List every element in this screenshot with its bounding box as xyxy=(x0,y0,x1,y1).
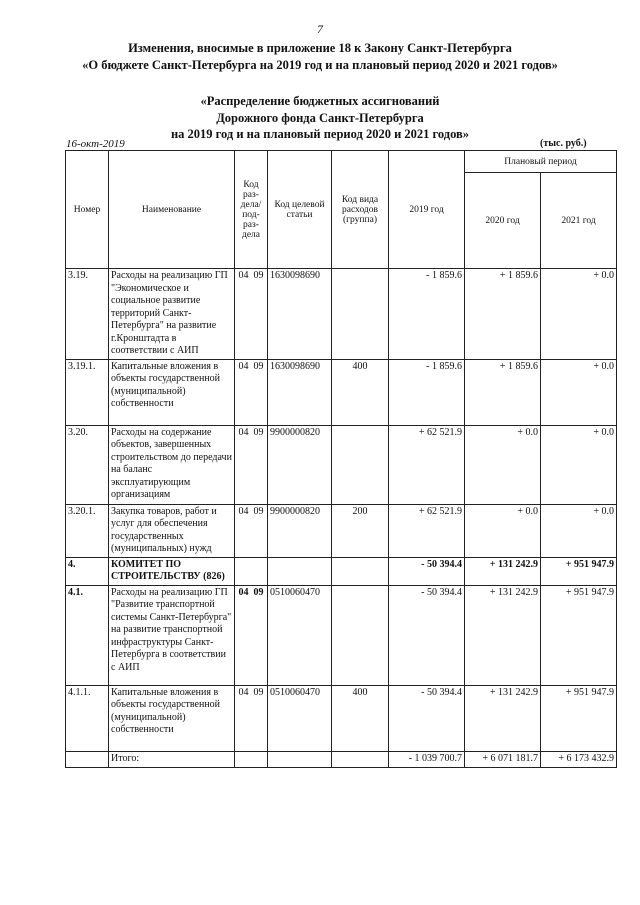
document-header xyxy=(0,40,640,74)
row-group xyxy=(332,269,389,360)
row-amount-2020: + 131 242.9 xyxy=(465,585,541,685)
row-name: Расходы на содержание объектов, завершенных строительством до передачи на баланс эксплуатирующим организациям xyxy=(109,425,235,504)
row-amount-2020: + 131 242.9 xyxy=(465,557,541,585)
row-group: 400 xyxy=(332,685,389,751)
row-subsection-code: 09 xyxy=(253,270,264,281)
total-amount-2021: + 6 173 432.9 xyxy=(541,751,617,767)
row-amount-2021: + 0.0 xyxy=(541,425,617,504)
col-header-2019: 2019 год xyxy=(389,151,465,269)
row-article: 1630098690 xyxy=(268,359,332,425)
row-group xyxy=(332,557,389,585)
table-row xyxy=(66,425,617,504)
header-line-2: «О бюджете Санкт-Петербурга на 2019 год и на плановый период 2020 и 2021 годов» xyxy=(82,58,558,72)
col-header-article: Код целевой статьи xyxy=(268,151,332,269)
row-section xyxy=(235,425,268,504)
row-number: 4.1. xyxy=(66,585,109,685)
row-section-code: 04 xyxy=(238,686,249,698)
row-number: 3.20.1. xyxy=(66,504,109,557)
col-header-group: Код вида расходов (группа) xyxy=(332,151,389,269)
document-subtitle xyxy=(0,93,640,143)
row-section-code: 04 xyxy=(238,360,249,372)
row-name: Капитальные вложения в объекты государственной (муниципальной) собственности xyxy=(109,359,235,425)
total-amount-2020: + 6 071 181.7 xyxy=(465,751,541,767)
row-amount-2019: - 50 394.4 xyxy=(389,685,465,751)
row-amount-2019: - 1 859.6 xyxy=(389,359,465,425)
row-amount-2019: - 1 859.6 xyxy=(389,269,465,360)
row-amount-2019: - 50 394.4 xyxy=(389,557,465,585)
document-date: 16-окт-2019 xyxy=(66,138,125,150)
table-row xyxy=(66,585,617,685)
total-empty-cell xyxy=(235,751,268,767)
row-amount-2020: + 1 859.6 xyxy=(465,359,541,425)
row-name: Расходы на реализацию ГП "Экономическое и социальное развитие территорий Санкт-Петербурга" на развитие г.Кронштадта в соответствии с АИП xyxy=(109,269,235,360)
row-subsection-code: 09 xyxy=(253,586,264,598)
row-article: 1630098690 xyxy=(268,269,332,360)
row-number: 3.19. xyxy=(66,269,109,360)
row-amount-2021: + 951 947.9 xyxy=(541,685,617,751)
row-number: 3.19.1. xyxy=(66,359,109,425)
subtitle-line-1: «Распределение бюджетных ассигнований xyxy=(200,94,440,108)
row-subsection-code: 09 xyxy=(253,360,264,372)
col-header-2020: 2020 год xyxy=(465,173,541,269)
row-section xyxy=(235,557,268,585)
row-article: 9900000820 xyxy=(268,504,332,557)
row-name: Закупка товаров, работ и услуг для обеспечения государственных (муниципальных) нужд xyxy=(109,504,235,557)
row-amount-2021: + 951 947.9 xyxy=(541,585,617,685)
row-amount-2019: + 62 521.9 xyxy=(389,504,465,557)
row-article: 9900000820 xyxy=(268,425,332,504)
table-row xyxy=(66,685,617,751)
units-label: (тыс. руб.) xyxy=(540,138,587,149)
row-name: Расходы на реализацию ГП "Развитие транспортной системы Санкт-Петербурга" на развитие транспортной инфраструктуры Санкт-Петербурга в соответствии с АИП xyxy=(109,585,235,685)
row-article: 0510060470 xyxy=(268,685,332,751)
col-header-name: Наименование xyxy=(109,151,235,269)
row-amount-2020: + 0.0 xyxy=(465,504,541,557)
row-section-code: 04 xyxy=(238,586,249,598)
row-group xyxy=(332,425,389,504)
row-number: 4. xyxy=(66,557,109,585)
row-group xyxy=(332,585,389,685)
row-section-code: 04 xyxy=(238,426,249,438)
row-subsection-code: 09 xyxy=(253,505,264,517)
total-label: Итого: xyxy=(109,751,235,767)
table-row xyxy=(66,504,617,557)
page-number: 7 xyxy=(317,22,323,36)
row-amount-2020: + 131 242.9 xyxy=(465,685,541,751)
row-section xyxy=(235,504,268,557)
row-name: КОМИТЕТ ПО СТРОИТЕЛЬСТВУ (826) xyxy=(109,557,235,585)
total-empty-cell xyxy=(66,751,109,767)
total-empty-cell xyxy=(332,751,389,767)
row-section xyxy=(235,685,268,751)
row-amount-2020: + 0.0 xyxy=(465,425,541,504)
row-section xyxy=(235,585,268,685)
row-amount-2021: + 0.0 xyxy=(541,269,617,360)
subtitle-line-2: Дорожного фонда Санкт-Петербурга xyxy=(216,110,424,125)
subtitle-line-3: на 2019 год и на плановый период 2020 и 2021 годов» xyxy=(170,127,470,141)
row-amount-2020: + 1 859.6 xyxy=(465,269,541,360)
row-amount-2019: - 50 394.4 xyxy=(389,585,465,685)
row-amount-2021: + 0.0 xyxy=(541,504,617,557)
table-row xyxy=(66,269,617,360)
row-number: 3.20. xyxy=(66,425,109,504)
row-section xyxy=(235,359,268,425)
table-row xyxy=(66,359,617,425)
row-amount-2021: + 951 947.9 xyxy=(541,557,617,585)
col-header-2021: 2021 год xyxy=(541,173,617,269)
row-amount-2021: + 0.0 xyxy=(541,359,617,425)
row-name: Капитальные вложения в объекты государственной (муниципальной) собственности xyxy=(109,685,235,751)
header-line-1: Изменения, вносимые в приложение 18 к Закону Санкт-Петербурга xyxy=(128,41,512,55)
row-section xyxy=(235,269,268,360)
total-empty-cell xyxy=(268,751,332,767)
row-article: 0510060470 xyxy=(268,585,332,685)
row-number: 4.1.1. xyxy=(66,685,109,751)
col-header-section: Код раз-дела/ под-раз-дела xyxy=(235,151,268,269)
budget-table xyxy=(65,150,617,768)
table-total-row xyxy=(66,751,617,767)
col-header-number: Номер xyxy=(66,151,109,269)
row-amount-2019: + 62 521.9 xyxy=(389,425,465,504)
row-group: 400 xyxy=(332,359,389,425)
row-subsection-code: 09 xyxy=(253,426,264,438)
table-row xyxy=(66,557,617,585)
row-group: 200 xyxy=(332,504,389,557)
row-subsection-code: 09 xyxy=(253,686,264,698)
row-section-code: 04 xyxy=(238,270,249,281)
row-section-code: 04 xyxy=(238,505,249,517)
col-header-plan-period: Плановый период xyxy=(465,151,617,173)
total-amount-2019: - 1 039 700.7 xyxy=(389,751,465,767)
row-article xyxy=(268,557,332,585)
